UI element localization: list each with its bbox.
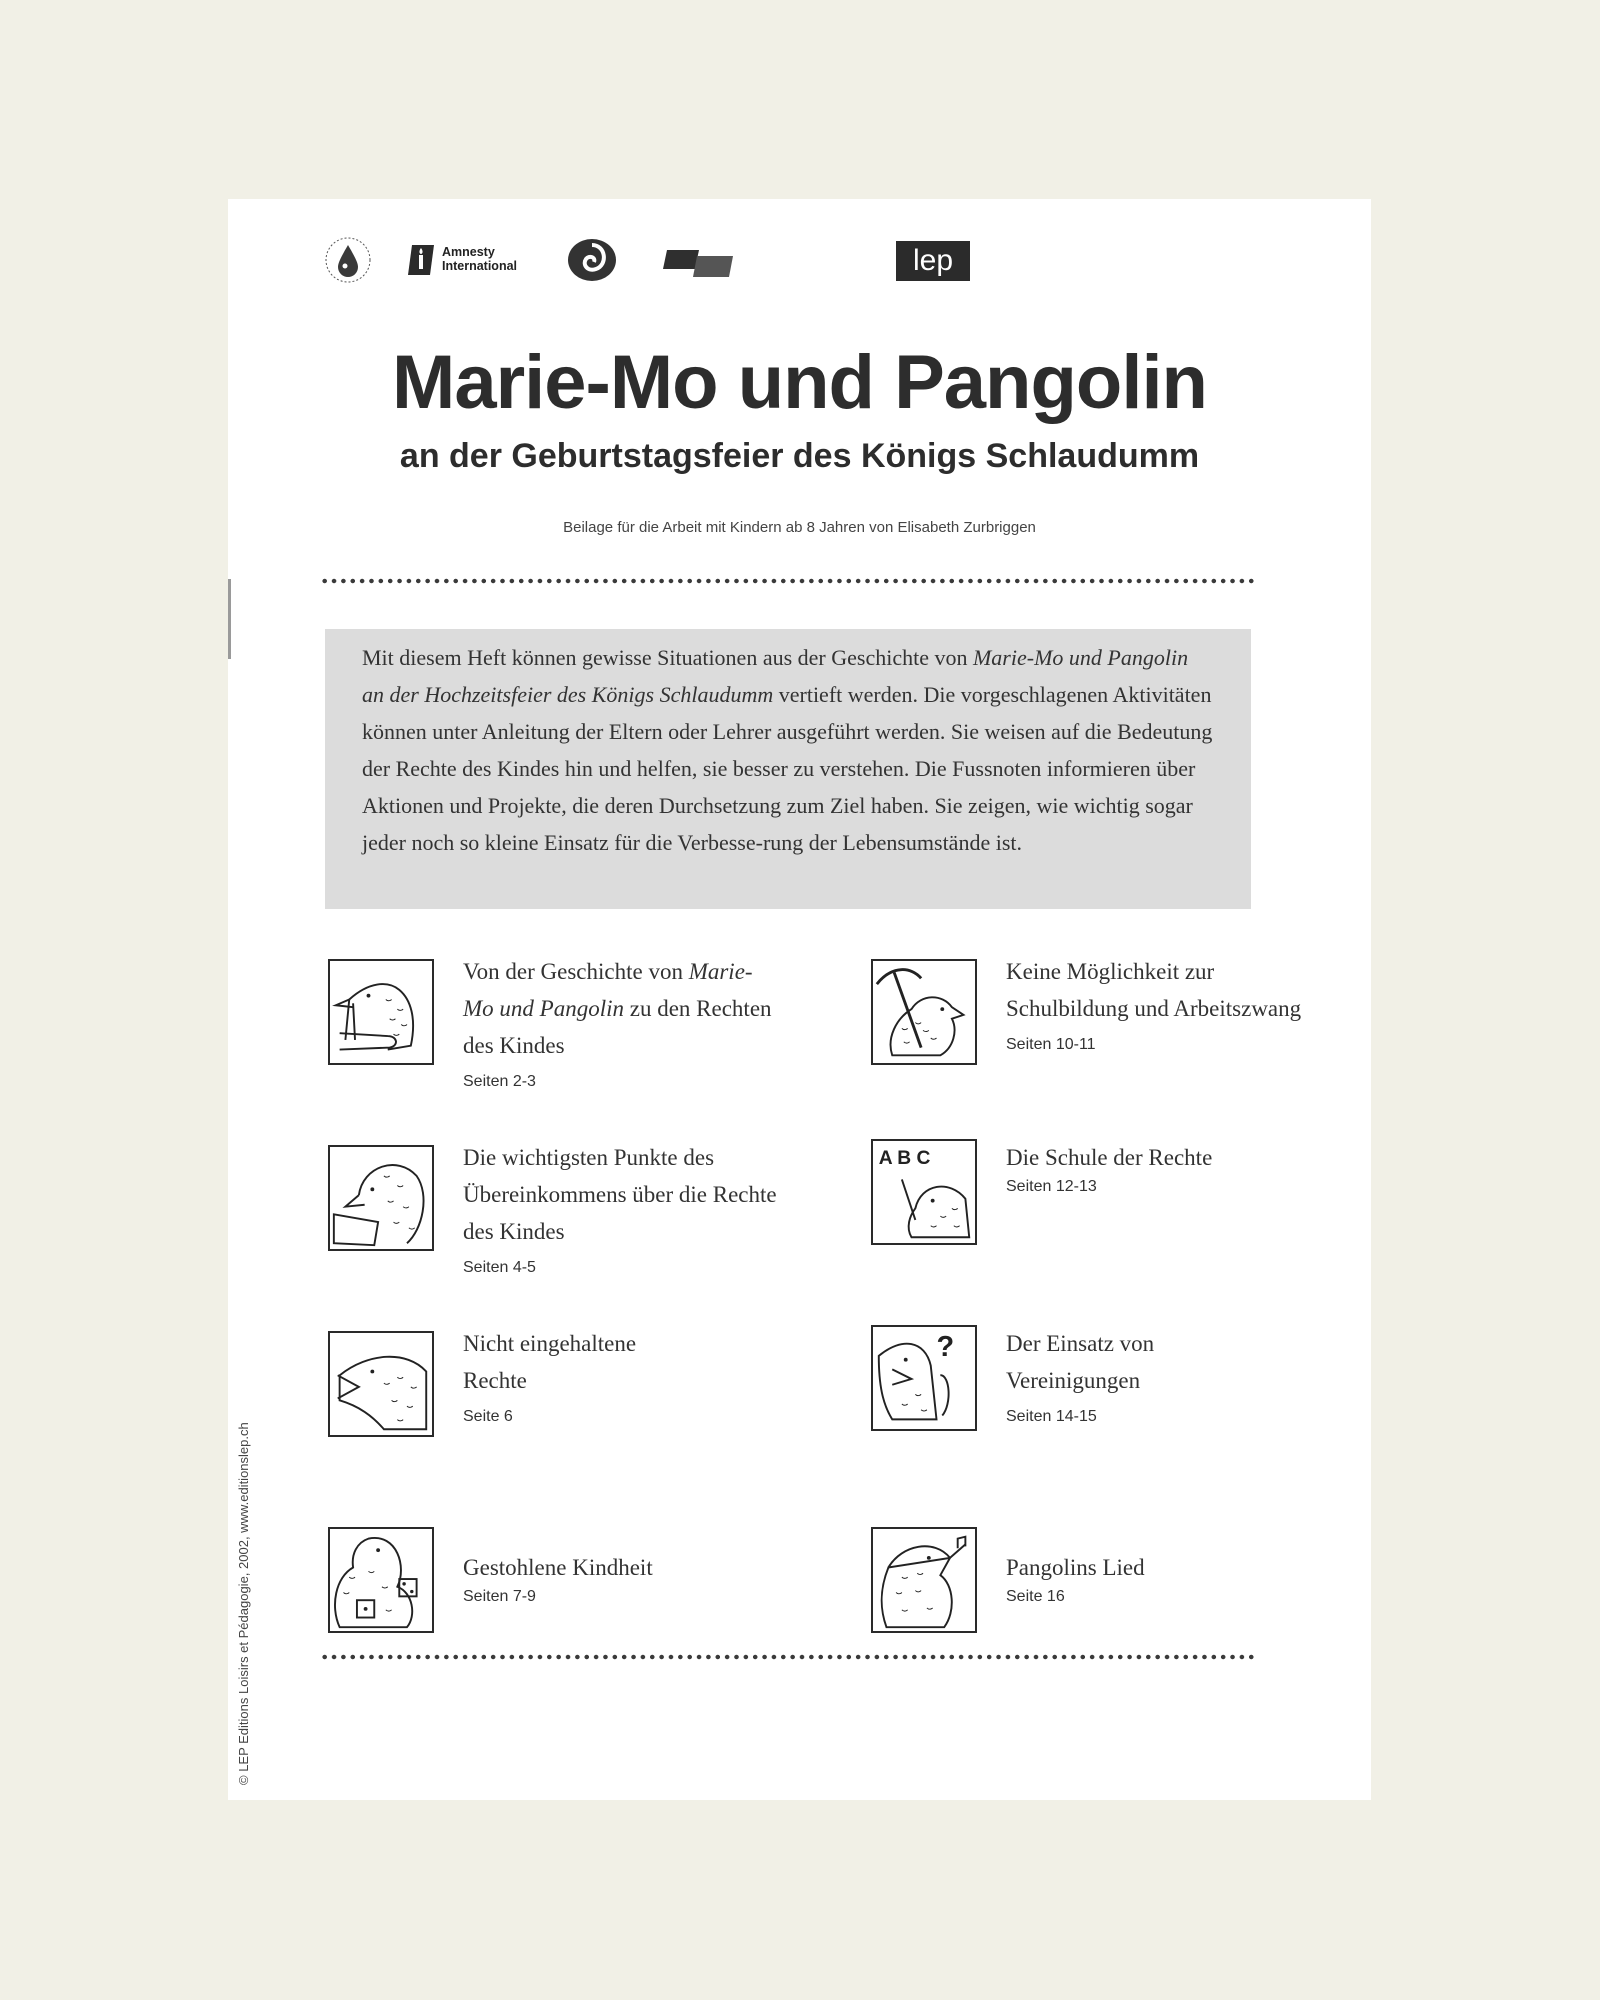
- toc-title-rest: zu den Rechten des Kindes: [463, 996, 772, 1058]
- toc-item[interactable]: [871, 1325, 1331, 1465]
- candle-logo-icon: [408, 243, 436, 277]
- toc-pages: Seiten 10-11: [1006, 1036, 1096, 1053]
- toc-title: Pangolins Lied: [1006, 1555, 1145, 1580]
- toc-pages: Seiten 12-13: [1006, 1178, 1097, 1195]
- abc-letters: A B C: [878, 1148, 931, 1170]
- toc-pages: Seiten 4-5: [463, 1259, 536, 1276]
- intro-rest: vertieft werden. Die vorgeschlagenen Aktivitäten können unter Anleitung der Eltern oder Lehrer ausgeführt werden. Sie weisen auf die Bedeutung der Rechte des Kindes hin und helfen, sie besser zu verstehen. Die Fussnoten informieren über Aktionen und Projekte, die deren Durchsetzung zum Ziel haben. Sie zeigen, wie wichtig sogar jeder noch so kleine Einsatz für die Verbesse-rung der Lebensumstände ist.: [362, 682, 1213, 855]
- toc-item[interactable]: [871, 959, 1331, 1099]
- dotted-divider-bottom: [320, 1654, 1256, 1660]
- toc-item[interactable]: [328, 1527, 788, 1667]
- question-mark: ?: [936, 1330, 955, 1363]
- shapes-logo-icon: [663, 247, 735, 277]
- toc-title: Gestohlene Kindheit: [463, 1555, 653, 1580]
- toc-pages: Seiten 7-9: [463, 1588, 536, 1605]
- toc-item[interactable]: [871, 1139, 1331, 1279]
- intro-lead: Mit diesem Heft können gewisse Situationen aus der Geschichte von: [362, 645, 973, 670]
- amnesty-logo-line1: Amnesty: [442, 245, 495, 259]
- page-title: Marie-Mo und Pangolin: [392, 340, 1207, 425]
- byline: Beilage für die Arbeit mit Kindern ab 8 Jahren von Elisabeth Zurbriggen: [563, 519, 1036, 536]
- toc-item[interactable]: [328, 1145, 788, 1285]
- amnesty-logo-line2: International: [442, 259, 518, 273]
- pangolin-with-pencils-icon: [328, 959, 434, 1065]
- toc-title-emphasis: Marie-Mo und Pangolin: [463, 959, 753, 1021]
- dotted-divider-top: [320, 578, 1256, 584]
- toc-title: Von der Geschichte von: [463, 959, 689, 984]
- partner-logos: [323, 233, 954, 283]
- document-page: [228, 199, 1371, 1800]
- toc-title: Die Schule der Rechte: [1006, 1145, 1213, 1170]
- pangolin-abc-icon: [871, 1139, 977, 1245]
- page-subtitle: an der Geburtstagsfeier des Königs Schlaudumm: [399, 437, 1200, 475]
- pangolin-dice-icon: [328, 1527, 434, 1633]
- lep-logo: lep: [896, 241, 970, 281]
- toc-title: Keine Möglichkeit zur Schulbildung und Arbeitszwang: [1006, 959, 1302, 1021]
- toc-pages: Seite 16: [1006, 1588, 1065, 1605]
- water-drop-logo-icon: [323, 235, 373, 285]
- toc-item[interactable]: [328, 959, 788, 1099]
- page-edge: [228, 579, 231, 659]
- pangolin-shouting-icon: [328, 1331, 434, 1437]
- toc-pages: Seiten 2-3: [463, 1073, 536, 1090]
- copyright-notice: © LEP Editions Loisirs et Pédagogie, 2002, www.editionslep.ch: [236, 1422, 251, 1785]
- intro-story-title: Marie-Mo und Pangolin an der Hochzeitsfeier des Königs Schlaudumm: [362, 645, 1189, 707]
- toc-title: Nicht eingehaltene Rechte: [463, 1331, 637, 1393]
- pangolin-reading-icon: [328, 1145, 434, 1251]
- toc-pages: Seite 6: [463, 1408, 513, 1425]
- amnesty-international-logo: [408, 241, 538, 281]
- toc-pages: Seiten 14-15: [1006, 1408, 1097, 1425]
- toc-title: Die wichtigsten Punkte des Übereinkommens über die Rechte des Kindes: [463, 1145, 777, 1244]
- pangolin-singing-icon: [871, 1527, 977, 1633]
- pangolin-question-icon: [871, 1325, 977, 1431]
- intro-box: [325, 629, 1251, 909]
- toc-title: Der Einsatz von Vereinigungen: [1006, 1331, 1155, 1393]
- pangolin-with-pickaxe-icon: [871, 959, 977, 1065]
- swirl-logo-icon: [566, 237, 618, 283]
- toc-item[interactable]: [871, 1527, 1331, 1667]
- toc-item[interactable]: [328, 1331, 788, 1471]
